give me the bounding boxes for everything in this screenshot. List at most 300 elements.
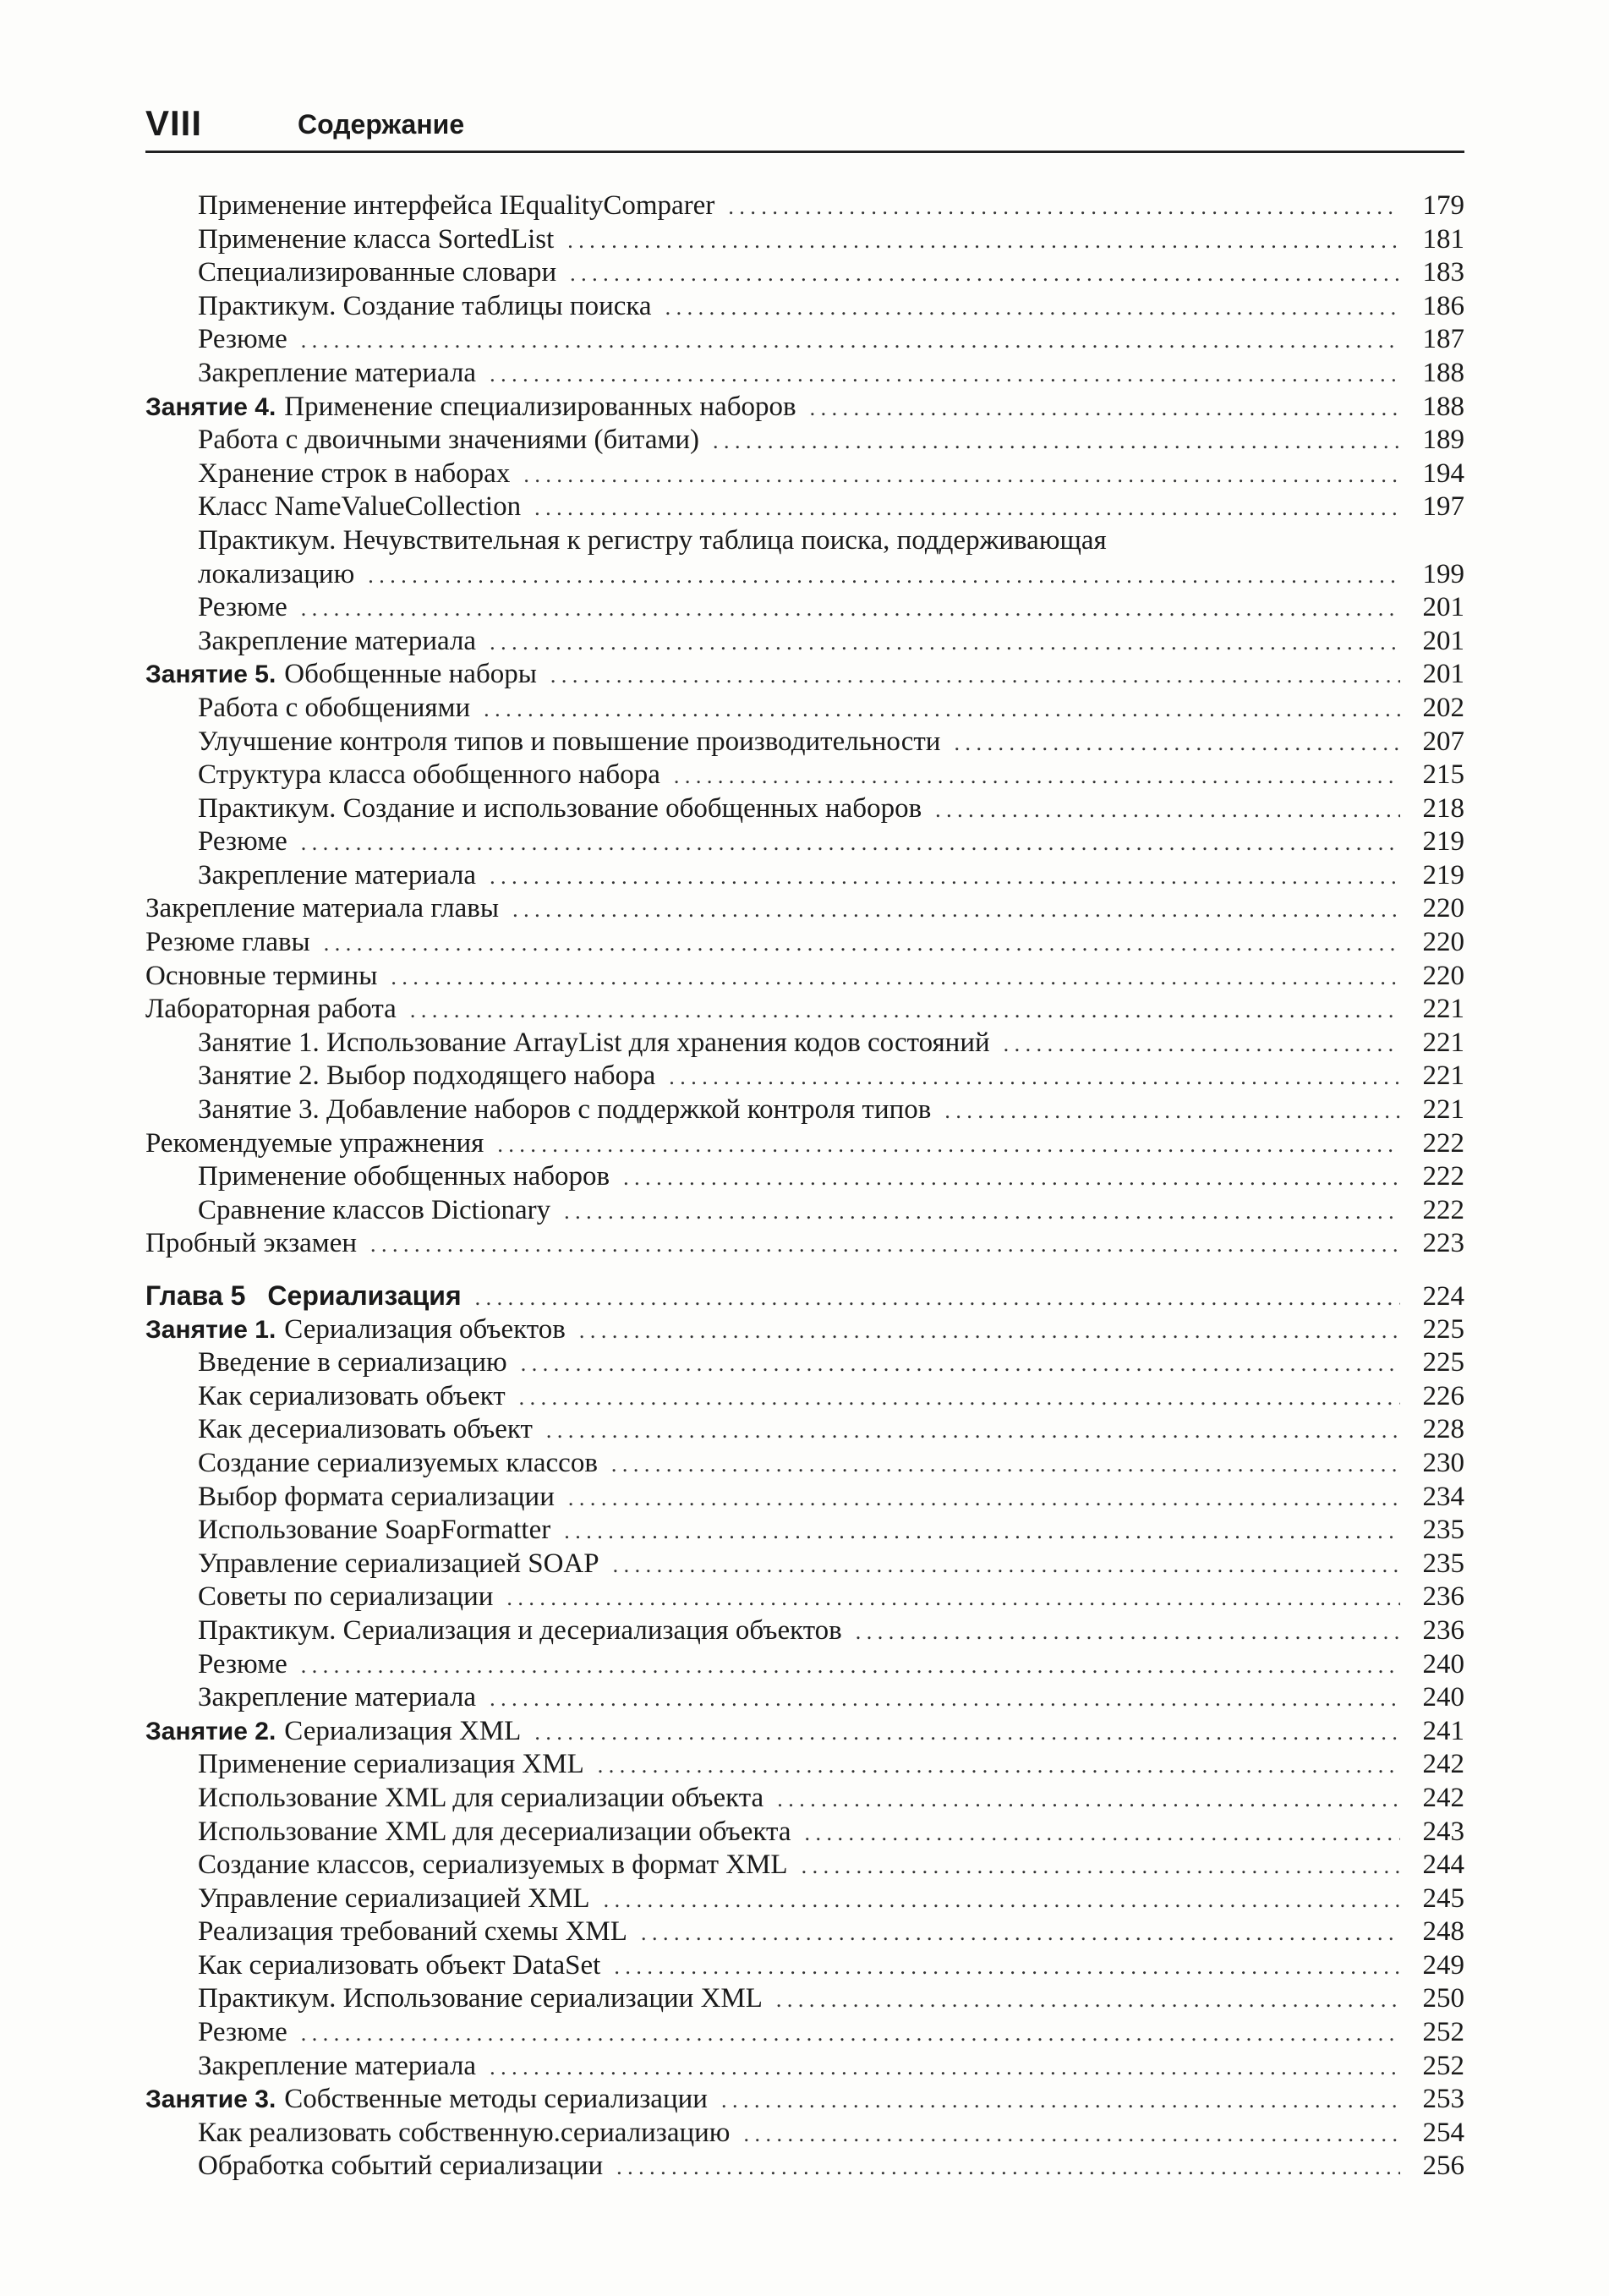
toc-entry-text: Сериализация XML: [284, 1715, 522, 1746]
toc-subsection-entry: [145, 223, 1464, 257]
toc-subsection-entry: [145, 1982, 1464, 2016]
toc-entry-title: [198, 1413, 533, 1447]
toc-subsection-entry: [145, 189, 1464, 223]
toc-page-number: 186: [1422, 290, 1464, 321]
dot-leader: [391, 961, 1400, 995]
toc-entry-text: Основные термины: [145, 960, 378, 991]
dot-leader: [598, 1749, 1400, 1783]
toc-subsection-entry: [145, 558, 1464, 592]
toc-entry-text: Закрепление материала: [198, 2050, 477, 2081]
toc-page-number: 223: [1422, 1228, 1464, 1259]
dot-leader: [301, 826, 1400, 860]
toc-subsection-entry: [145, 290, 1464, 324]
dot-leader: [1004, 1027, 1400, 1061]
dot-leader: [564, 1195, 1400, 1229]
dot-leader: [721, 2084, 1400, 2118]
dot-leader: [490, 1682, 1400, 1716]
toc-entry-title: [198, 1093, 931, 1127]
dot-leader: [564, 1515, 1400, 1548]
toc-page-number: 187: [1422, 324, 1464, 355]
toc-page-number: 249: [1422, 1949, 1464, 1981]
toc-entry-text: Рекомендуемые упражнения: [145, 1127, 484, 1159]
toc-page-number: 220: [1422, 960, 1464, 991]
toc-entry-title: [198, 524, 1464, 558]
dot-leader: [776, 1983, 1400, 2017]
toc-subsection-entry: [145, 2016, 1464, 2050]
toc-page-number: 243: [1422, 1816, 1464, 1847]
toc-entry-title: [145, 1127, 484, 1161]
toc-subsection-entry: [145, 1949, 1464, 1983]
dot-leader: [777, 1783, 1400, 1817]
toc-page-number: 222: [1422, 1194, 1464, 1225]
toc-section-entry: [145, 391, 1464, 425]
dot-leader: [497, 1128, 1400, 1162]
toc-subsection-entry: [145, 625, 1464, 659]
lesson-label: Занятие 1.: [145, 1315, 276, 1344]
toc-entry-text: Сериализация: [267, 1280, 462, 1311]
toc-entry-title: [198, 2016, 287, 2050]
toc-page-number: 219: [1422, 826, 1464, 858]
lesson-label: Занятие 2.: [145, 1717, 276, 1745]
toc-subsection-entry: [145, 323, 1464, 357]
toc-entry-title: [198, 1548, 599, 1581]
toc-entry-title: [198, 1816, 791, 1849]
toc-entry-text: Как десериализовать объект: [198, 1414, 533, 1445]
toc-entry-text: Выбор формата сериализации: [198, 1481, 555, 1512]
toc-subsection-entry: [145, 357, 1464, 391]
toc-entry-text: Структура класса обобщенного набора: [198, 759, 660, 791]
toc-entry-title: [198, 1027, 990, 1060]
toc-entry-title: [198, 189, 714, 223]
toc-entry-text: Практикум. Сериализация и десериализация объектов: [198, 1614, 842, 1646]
toc-entry-text: Использование SoapFormatter: [198, 1515, 551, 1546]
dot-leader: [523, 458, 1400, 492]
toc-subsection-entry: [145, 2117, 1464, 2151]
toc-entry-text: Практикум. Нечувствительная к регистру таблица поиска, поддерживающая: [198, 524, 1107, 556]
toc-page-number: 228: [1422, 1414, 1464, 1445]
toc-chapter-entry: [145, 1280, 1464, 1313]
toc-page-number: 222: [1422, 1127, 1464, 1159]
toc-entry-title: [198, 692, 470, 726]
toc-entry-title: [145, 960, 377, 994]
toc-entry-text: Использование XML для десериализации объекта: [198, 1816, 791, 1847]
dot-leader: [490, 860, 1400, 894]
toc-page-number: 252: [1422, 2050, 1464, 2081]
toc-subsection-entry: [145, 1413, 1464, 1447]
toc-subsection-entry: [145, 1093, 1464, 1127]
toc-page-number: 207: [1422, 726, 1464, 757]
toc-entry-title: [198, 256, 556, 290]
toc-subsection-entry: [145, 726, 1464, 759]
toc-subsection-entry: [145, 1915, 1464, 1949]
dot-leader: [674, 759, 1400, 793]
dot-leader: [519, 1381, 1400, 1415]
toc-page-number: 253: [1422, 2084, 1464, 2115]
toc-entry-title: [198, 2117, 730, 2151]
page-number: VIII: [145, 103, 203, 143]
toc-subsection-entry: [145, 2050, 1464, 2084]
toc-entry-text: Советы по сериализации: [198, 1581, 494, 1613]
dot-leader: [802, 1849, 1400, 1883]
toc-entry-title: [198, 825, 287, 859]
chapter-number: Глава 5: [145, 1280, 246, 1311]
toc-entry-text: Применение сериализация XML: [198, 1749, 584, 1780]
toc-subsection-entry: [145, 1160, 1464, 1194]
toc-subsection-entry: [145, 1648, 1464, 1682]
toc-entry-title: [198, 458, 510, 491]
toc-page-number: 222: [1422, 1161, 1464, 1192]
dot-leader: [935, 793, 1400, 827]
toc-section-entry: [145, 926, 1464, 960]
toc-entry-text: Улучшение контроля типов и повышение производительности: [198, 726, 941, 757]
toc-entry-text: Резюме: [198, 324, 287, 355]
toc-page-number: 179: [1422, 190, 1464, 221]
toc-page-number: 188: [1422, 357, 1464, 388]
dot-leader: [616, 2151, 1400, 2184]
toc-subsection-entry: [145, 524, 1464, 558]
toc-page-number: 181: [1422, 223, 1464, 255]
toc-page-number: 197: [1422, 491, 1464, 523]
toc-entry-text: Создание сериализуемых классов: [198, 1447, 598, 1478]
toc-entry-text: Закрепление материала: [198, 625, 477, 656]
toc-entry-text: Работа с обобщениями: [198, 692, 471, 723]
toc-section-entry: [145, 960, 1464, 994]
dot-leader: [944, 1094, 1400, 1128]
toc-entry-title: [198, 1982, 763, 2016]
lesson-label: Занятие 5.: [145, 660, 276, 689]
toc-section-entry: [145, 1715, 1464, 1749]
toc-page-number: 234: [1422, 1481, 1464, 1512]
toc-entry-title: [198, 1849, 788, 1882]
toc-page-number: 226: [1422, 1380, 1464, 1411]
toc-subsection-entry: [145, 759, 1464, 792]
toc-entry-title: [198, 1949, 600, 1983]
toc-entry-text: Лабораторная работа: [145, 994, 397, 1025]
toc-page-number: 236: [1422, 1581, 1464, 1613]
toc-page-number: 242: [1422, 1782, 1464, 1813]
toc-page-number: 189: [1422, 425, 1464, 456]
toc-entry-text: Реализация требований схемы XML: [198, 1916, 627, 1948]
toc-entry-title: [198, 223, 554, 257]
toc-entry-text: Управление сериализацией XML: [198, 1882, 590, 1914]
toc-entry-title: [198, 792, 922, 826]
toc-entry-text: Как реализовать собственную.сериализацию: [198, 2117, 731, 2148]
toc-subsection-entry: [145, 1027, 1464, 1060]
dot-leader: [613, 1548, 1400, 1582]
dot-leader: [567, 224, 1400, 258]
toc-section-entry: [145, 2083, 1464, 2117]
toc-page-number: 219: [1422, 859, 1464, 890]
dot-leader: [713, 425, 1400, 458]
dot-leader: [490, 2051, 1400, 2085]
toc-entry-text: Сравнение классов Dictionary: [198, 1194, 551, 1225]
toc-subsection-entry: [145, 1194, 1464, 1228]
dot-leader: [743, 2118, 1400, 2151]
dot-leader: [669, 1060, 1400, 1094]
toc-subsection-entry: [145, 859, 1464, 893]
toc-page-number: 256: [1422, 2151, 1464, 2182]
dot-leader: [490, 358, 1400, 392]
toc-entry-title: [145, 658, 537, 692]
dot-leader: [301, 1649, 1400, 1683]
toc-section-entry: [145, 1127, 1464, 1161]
toc-entry-text: Как сериализовать объект DataSet: [198, 1949, 601, 1981]
toc-section-entry: [145, 1227, 1464, 1261]
dot-leader: [521, 1347, 1400, 1381]
toc-entry-text: Занятие 2. Выбор подходящего набора: [198, 1060, 656, 1092]
dot-leader: [954, 726, 1400, 760]
toc-subsection-entry: [145, 1447, 1464, 1481]
toc-page-number: 201: [1422, 659, 1464, 690]
toc-subsection-entry: [145, 1614, 1464, 1648]
toc-entry-title: [198, 1514, 550, 1548]
toc-entry-text: Закрепление материала: [198, 859, 477, 890]
toc-entry-title: [198, 290, 652, 324]
toc-entry-text: Использование XML для сериализации объекта: [198, 1782, 764, 1813]
toc-entry-text: Резюме главы: [145, 927, 310, 958]
toc-page-number: 201: [1422, 592, 1464, 623]
toc-entry-text: Хранение строк в наборах: [198, 458, 511, 489]
running-header: [145, 100, 1464, 153]
dot-leader: [665, 291, 1400, 325]
toc-page-number: 240: [1422, 1648, 1464, 1680]
toc-entry-text: Занятие 1. Использование ArrayList для хранения кодов состояний: [198, 1027, 990, 1058]
toc-entry-text: Закрепление материала главы: [145, 893, 500, 924]
toc-entry-title: [198, 1060, 655, 1093]
toc-page-number: 221: [1422, 994, 1464, 1025]
toc-entry-title: [198, 1782, 763, 1816]
toc-subsection-entry: [145, 1380, 1464, 1414]
toc-entry-text: Занятие 3. Добавление наборов с поддержкой контроля типов: [198, 1094, 932, 1126]
toc-page-number: 220: [1422, 893, 1464, 924]
toc-page-number: 252: [1422, 2017, 1464, 2048]
toc-entry-title: [198, 1380, 506, 1414]
dot-leader: [410, 994, 1400, 1027]
dot-leader: [550, 659, 1400, 693]
toc-entry-title: [198, 1748, 584, 1782]
toc-section-entry: [145, 1313, 1464, 1347]
dot-leader: [623, 1161, 1400, 1195]
toc-entry-text: Обобщенные наборы: [284, 659, 537, 690]
toc-entry-text: Управление сериализацией SOAP: [198, 1548, 599, 1579]
toc-entry-title: [198, 323, 287, 357]
toc-entry-text: Создание классов, сериализуемых в формат XML: [198, 1849, 788, 1881]
toc-subsection-entry: [145, 1581, 1464, 1614]
toc-entry-title: [198, 1346, 507, 1380]
lesson-label: Занятие 4.: [145, 392, 276, 421]
toc-page-number: 224: [1422, 1281, 1464, 1312]
toc-entry-title: [145, 892, 499, 926]
dot-leader: [370, 1228, 1400, 1262]
toc-page-number: 221: [1422, 1060, 1464, 1092]
toc-entry-title: [145, 1313, 566, 1347]
dot-leader: [546, 1414, 1400, 1448]
toc-entry-title: [198, 1447, 598, 1481]
toc-entry-title: [198, 759, 660, 792]
dot-leader: [490, 626, 1400, 660]
toc-entry-title: [198, 1648, 287, 1682]
toc-entry-title: [145, 391, 796, 425]
toc-entry-text: Введение в сериализацию: [198, 1347, 507, 1378]
toc-page-number: 221: [1422, 1027, 1464, 1058]
toc-page-number: 225: [1422, 1313, 1464, 1345]
toc-section-entry: [145, 993, 1464, 1027]
lesson-label: Занятие 3.: [145, 2085, 276, 2114]
toc-page-number: 248: [1422, 1916, 1464, 1948]
toc-entry-title: [198, 424, 699, 458]
toc-entry-title: [198, 1581, 493, 1614]
toc-subsection-entry: [145, 256, 1464, 290]
toc-entry-title: [145, 993, 397, 1027]
toc-subsection-entry: [145, 1748, 1464, 1782]
toc-entry-text: Применение обобщенных наборов: [198, 1161, 610, 1192]
toc-subsection-entry: [145, 490, 1464, 524]
toc-entry-title: [198, 1160, 610, 1194]
toc-entry-text: Закрепление материала: [198, 1682, 477, 1713]
toc-entry-title: [198, 1194, 550, 1228]
dot-leader: [570, 257, 1400, 291]
toc-subsection-entry: [145, 1816, 1464, 1849]
toc-entry-title: [198, 859, 476, 893]
dot-leader: [641, 1916, 1400, 1950]
dot-leader: [324, 927, 1400, 961]
dot-leader: [804, 1817, 1400, 1850]
toc-entry-text: Обработка событий сериализации: [198, 2151, 604, 2182]
toc-subsection-entry: [145, 692, 1464, 726]
dot-leader: [506, 1581, 1400, 1615]
toc-entry-title: [198, 2150, 603, 2184]
toc-entry-text: локализацию: [198, 558, 355, 589]
dot-leader: [611, 1448, 1400, 1482]
dot-leader: [301, 2017, 1400, 2051]
toc-entry-text: Практикум. Использование сериализации XML: [198, 1983, 763, 2014]
toc-entry-text: Специализированные словари: [198, 257, 557, 288]
dot-leader: [512, 893, 1400, 927]
toc-page-number: 235: [1422, 1548, 1464, 1579]
toc-entry-title: [145, 2083, 708, 2117]
toc-entry-title: [198, 558, 354, 592]
dot-leader: [534, 491, 1400, 525]
toc-subsection-entry: [145, 2150, 1464, 2184]
toc-page-number: 240: [1422, 1682, 1464, 1713]
toc-entry-text: Закрепление материала: [198, 357, 477, 388]
toc-subsection-entry: [145, 1849, 1464, 1882]
toc-page-number: 250: [1422, 1983, 1464, 2014]
toc-page-number: 218: [1422, 792, 1464, 824]
toc-entry-title: [145, 926, 310, 960]
toc-subsection-entry: [145, 1514, 1464, 1548]
dot-leader: [856, 1615, 1400, 1649]
dot-leader: [579, 1314, 1400, 1348]
table-of-contents: [145, 189, 1464, 2184]
toc-entry-text: Практикум. Создание и использование обобщенных наборов: [198, 792, 922, 824]
toc-page-number: 194: [1422, 458, 1464, 489]
toc-entry-text: Резюме: [198, 1648, 287, 1680]
toc-entry-text: Практикум. Создание таблицы поиска: [198, 290, 652, 321]
dot-leader: [568, 1482, 1400, 1515]
toc-entry-title: [198, 726, 940, 759]
toc-page-number: 188: [1422, 391, 1464, 422]
toc-entry-title: [198, 490, 521, 524]
toc-entry-text: Резюме: [198, 826, 287, 858]
toc-subsection-entry: [145, 1882, 1464, 1916]
toc-section-entry: [145, 892, 1464, 926]
toc-entry-text: Применение интерфейса IEqualityComparer: [198, 190, 715, 221]
toc-page-number: 201: [1422, 625, 1464, 656]
toc-entry-text: Применение класса SortedList: [198, 223, 555, 255]
toc-entry-title: [145, 1280, 462, 1313]
toc-page-number: 225: [1422, 1347, 1464, 1378]
toc-entry-title: [198, 357, 476, 391]
toc-subsection-entry: [145, 1548, 1464, 1581]
toc-entry-text: Пробный экзамен: [145, 1228, 357, 1259]
toc-page-number: 236: [1422, 1614, 1464, 1646]
toc-page-number: 202: [1422, 692, 1464, 723]
toc-entry-title: [198, 1915, 627, 1949]
toc-entry-text: Класс NameValueCollection: [198, 491, 522, 523]
toc-page-number: 242: [1422, 1749, 1464, 1780]
toc-subsection-entry: [145, 1782, 1464, 1816]
toc-entry-text: Как сериализовать объект: [198, 1380, 506, 1411]
toc-page-number: 199: [1422, 558, 1464, 589]
toc-page-number: 221: [1422, 1094, 1464, 1126]
toc-page-number: 235: [1422, 1515, 1464, 1546]
dot-leader: [604, 1883, 1400, 1917]
dot-leader: [368, 559, 1400, 593]
dot-leader: [301, 324, 1400, 358]
toc-page-number: 215: [1422, 759, 1464, 791]
toc-page-number: 244: [1422, 1849, 1464, 1881]
toc-subsection-entry: [145, 1060, 1464, 1093]
toc-entry-text: Сериализация объектов: [284, 1313, 566, 1345]
dot-leader: [614, 1950, 1400, 1984]
toc-entry-title: [145, 1715, 521, 1749]
dot-leader: [301, 592, 1400, 626]
toc-subsection-entry: [145, 458, 1464, 491]
toc-entry-title: [145, 1227, 357, 1261]
dot-leader: [534, 1716, 1400, 1750]
toc-subsection-entry: [145, 1681, 1464, 1715]
toc-entry-text: Собственные методы сериализации: [284, 2084, 708, 2115]
dot-leader: [484, 693, 1400, 726]
toc-subsection-entry: [145, 591, 1464, 625]
toc-entry-title: [198, 1681, 476, 1715]
dot-leader: [728, 190, 1400, 224]
toc-subsection-entry: [145, 1346, 1464, 1380]
toc-entry-title: [198, 1882, 590, 1916]
toc-entry-title: [198, 1614, 842, 1648]
dot-leader: [810, 392, 1400, 425]
toc-entry-title: [198, 591, 287, 625]
toc-entry-text: Резюме: [198, 2017, 287, 2048]
toc-entry-text: Применение специализированных наборов: [284, 391, 796, 422]
toc-entry-title: [198, 2050, 476, 2084]
toc-section-entry: [145, 658, 1464, 692]
toc-page-number: 230: [1422, 1447, 1464, 1478]
toc-entry-text: Работа с двоичными значениями (битами): [198, 425, 700, 456]
toc-page-number: 183: [1422, 257, 1464, 288]
dot-leader: [475, 1281, 1400, 1315]
toc-subsection-entry: [145, 1481, 1464, 1515]
toc-entry-title: [198, 1481, 555, 1515]
running-title: Содержание: [298, 109, 465, 140]
toc-subsection-entry: [145, 792, 1464, 826]
toc-page-number: 220: [1422, 927, 1464, 958]
toc-entry-text: Резюме: [198, 592, 287, 623]
toc-page-number: 254: [1422, 2117, 1464, 2148]
toc-entry-title: [198, 625, 476, 659]
toc-subsection-entry: [145, 424, 1464, 458]
